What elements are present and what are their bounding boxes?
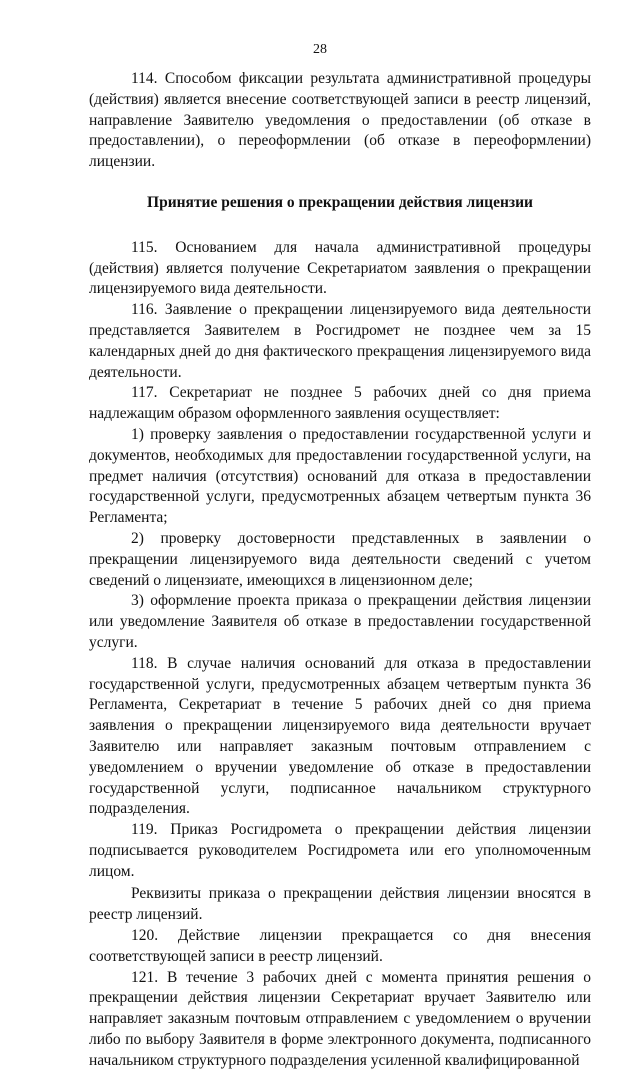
paragraph-118: 118. В случае наличия оснований для отказа в предоставлении государственной услуги, предусмотренных абзацем четвертым пункта 36 Регламента, Секретариат в течение 5 рабочих дней со дня приема заявления о прекращении лицензируемого вида деятельности вручает Заявителю или направляет заказным почтовым отправлением с уведомлением о вручении уведомление об отказе в предоставлении государственной услуги, подписанное начальником структурного подразделения. <box>89 654 591 818</box>
paragraph-116: 116. Заявление о прекращении лицензируемого вида деятельности представляется Заявителем в Росгидромет не позднее чем за 15 календарных дней до дня фактического прекращения лицензируемого вида деятельности. <box>89 301 591 381</box>
paragraph-117-item-1: 1) проверку заявления о предоставлении государственной услуги и документов, необходимых для предоставлении государственной услуги, на предмет наличия (отсутствия) оснований для отказа в предоставлении государственной услуги, предусмотренных абзацем четвертым пункта 36 Регламента; <box>89 425 591 527</box>
paragraph-117-item-2: 2) проверку достоверности представленных в заявлении о прекращении лицензируемого вида деятельности сведений с учетом сведений о лицензиате, имеющихся в лицензионном деле; <box>89 529 591 589</box>
paragraph-119-details: Реквизиты приказа о прекращении действия лицензии вносятся в реестр лицензий. <box>89 885 591 924</box>
section-heading: Принятие решения о прекращении действия лицензии <box>147 193 533 211</box>
paragraph-119: 119. Приказ Росгидромета о прекращении действия лицензии подписывается руководителем Росгидромета или его уполномоченным лицом. <box>89 821 591 880</box>
paragraph-117: 117. Секретариат не позднее 5 рабочих дней со дня приема надлежащим образом оформленного заявления осуществляет: <box>89 384 591 423</box>
paragraph-115: 115. Основанием для начала административной процедуры (действия) является получение Секретариатом заявления о прекращении лицензируемого вида деятельности. <box>89 238 591 298</box>
paragraph-121: 121. В течение 3 рабочих дней с момента принятия решения о прекращении действия лицензии Секретариат вручает Заявителю или направляет заказным почтовым отправлением с уведомлением о вручении либо по выбору Заявителя в форме электронного документа, подписанного начальником структурного подразделения усиленной квалифицированной <box>89 968 591 1069</box>
paragraph-117-item-3: 3) оформление проекта приказа о прекращении действия лицензии или уведомление Заявителя об отказе в предоставлении государственной услуги. <box>89 592 591 651</box>
paragraph-114: 114. Способом фиксации результата административной процедуры (действия) является внесение соответствующей записи в реестр лицензий, направление Заявителю уведомления о предоставлении (об отказе в предоставлении), о переоформлении (об отказе в переоформлении) лицензии. <box>89 70 591 171</box>
paragraph-120: 120. Действие лицензии прекращается со дня внесения соответствующей записи в реестр лицензий. <box>89 927 591 965</box>
page-number: 28 <box>313 42 327 57</box>
document-body <box>89 69 591 1072</box>
